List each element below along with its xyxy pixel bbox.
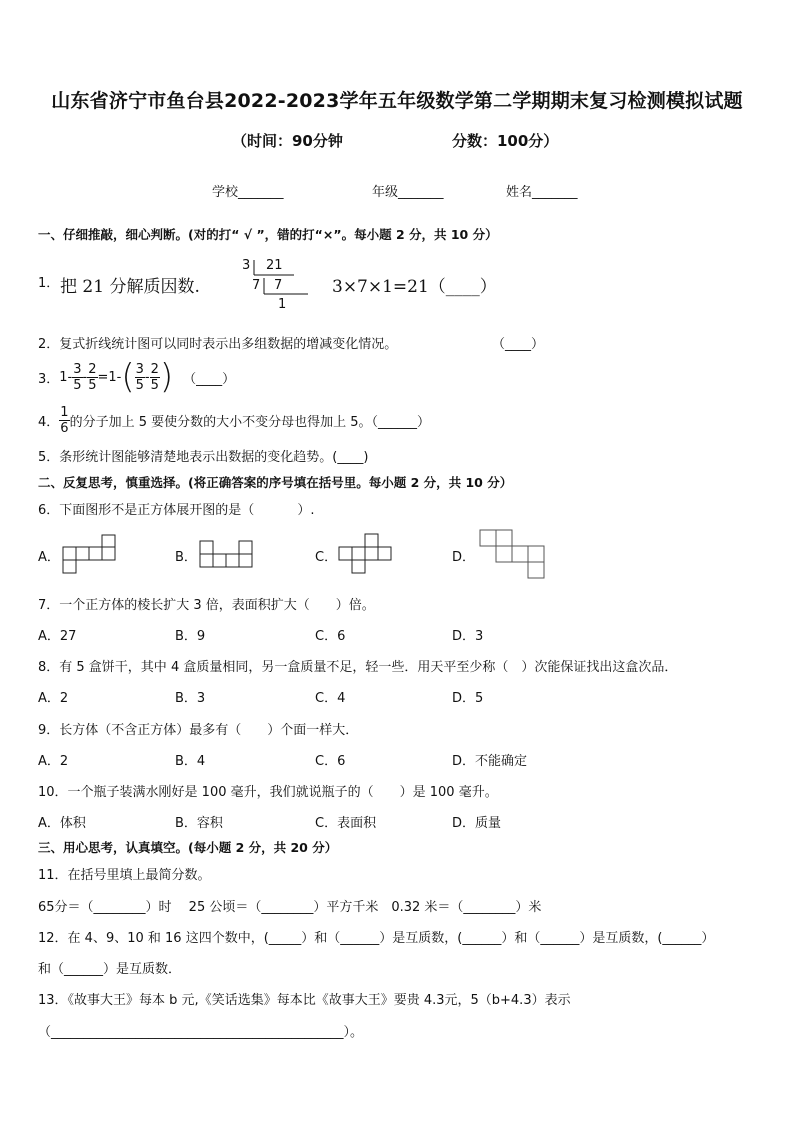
short-division-diagram [240, 258, 310, 314]
school-field[interactable]: 学校_______ [212, 185, 284, 200]
q8-option-a[interactable]: A．2 [38, 691, 69, 706]
q13-line1: 13．《故事大王》每本 b 元,《笑话选集》每本比《故事大王》要贵 4.3元，5（b+4.3）表示 [38, 993, 571, 1008]
q10-option-c[interactable]: C．表面积 [315, 816, 377, 831]
division-lines [240, 258, 310, 314]
q7-option-c[interactable]: C．6 [315, 629, 346, 644]
q6-option-b-net [199, 540, 253, 568]
q7-text: 7．一个正方体的棱长扩大 3 倍，表面积扩大（ ）倍。 [38, 598, 375, 613]
q1-number: 1． [38, 276, 60, 291]
q9-option-d[interactable]: D．不能确定 [452, 754, 528, 769]
q4-row [38, 400, 430, 440]
q7-option-b[interactable]: B．9 [175, 629, 206, 644]
q3-fraction-1: $\frac{3}{5}$ [73, 361, 82, 393]
q10-text: 10．一个瓶子装满水刚好是 100 毫升，我们就说瓶子的（ ）是 100 毫升。 [38, 785, 498, 800]
q4-number: 4． [38, 414, 60, 430]
q3-equals: =1- [97, 369, 122, 385]
q5-text: 5．条形统计图能够清楚地表示出数据的变化趋势。(____) [38, 450, 369, 465]
division-divisor-2: 7 [252, 278, 261, 293]
division-quotient-1: 7 [274, 278, 283, 293]
time-label: （时间：90分钟 [232, 132, 343, 150]
q10-option-d[interactable]: D．质量 [452, 816, 502, 831]
q10-option-a[interactable]: A．体积 [38, 816, 86, 831]
q6-option-a-label[interactable]: A． [38, 550, 60, 565]
q13-answer-blank[interactable]: （_____________________________________________）。 [38, 1025, 364, 1040]
q9-option-c[interactable]: C．6 [315, 754, 346, 769]
q3-term-a: 1- [59, 369, 73, 385]
q4-text: 的分子加上 5 要使分数的大小不变分母也得加上 5。（______） [69, 414, 431, 430]
q8-option-d[interactable]: D．5 [452, 691, 484, 706]
name-field[interactable]: 姓名_______ [506, 185, 578, 200]
q3-right-paren: ) [159, 357, 174, 397]
q7-option-d[interactable]: D．3 [452, 629, 484, 644]
q11-text: 11．在括号里填上最简分数。 [38, 868, 211, 883]
q1-text: 把 21 分解质因数. [60, 277, 200, 297]
q12-line1[interactable]: 12．在 4、9、10 和 16 这四个数中，(_____）和（______）是互质数，(______）和（______）是互质数，(______） [38, 931, 715, 946]
q7-option-a[interactable]: A．27 [38, 629, 77, 644]
grade-field[interactable]: 年级_______ [372, 185, 444, 200]
q3-minus: - [82, 369, 88, 385]
q3-fraction-4: $\frac{2}{5}$ [150, 361, 159, 393]
q3-fraction-2: $\frac{2}{5}$ [88, 361, 97, 393]
division-dividend: 21 [266, 258, 283, 273]
q9-text: 9．长方体（不含正方体）最多有（ ）个面一样大． [38, 723, 359, 738]
q4-fraction: $\frac{1}{6}$ [60, 404, 69, 436]
q3-row [38, 357, 235, 397]
q3-number: 3． [38, 371, 60, 387]
q2-text: 2．复式折线统计图可以同时表示出多组数据的增减变化情况。 [38, 337, 398, 352]
q2-answer-blank[interactable]: （____） [492, 337, 545, 352]
q6-option-d-label[interactable]: D． [452, 550, 476, 565]
division-quotient-2: 1 [278, 297, 287, 312]
q3-left-paren: ( [121, 357, 135, 397]
section1-heading: 一、仔细推敲，细心判断。(对的打“ √ ”，错的打“×”。每小题 2 分，共 10 分） [38, 227, 498, 242]
section2-heading: 二、反复思考，慎重选择。(将正确答案的序号填在括号里。每小题 2 分，共 10 分） [38, 475, 513, 490]
q6-text: 6．下面图形不是正方体展开图的是（ ）. [38, 503, 315, 518]
q3-answer-blank[interactable]: （____） [183, 371, 236, 387]
page-title: 山东省济宁市鱼台县2022-2023学年五年级数学第二学期期末复习检测模拟试题 [51, 90, 743, 112]
q1-result: 3×7×1=21（____） [332, 277, 497, 297]
q6-option-a-net [62, 534, 116, 574]
q3-fraction-3: $\frac{3}{5}$ [135, 361, 144, 393]
q8-text: 8．有 5 盒饼干，其中 4 盒质量相同，另一盒质量不足，轻一些．用天平至少称（ ）次能保证找出这盒次品． [38, 660, 678, 675]
q8-option-b[interactable]: B．3 [175, 691, 206, 706]
q10-option-b[interactable]: B．容积 [175, 816, 223, 831]
q9-option-a[interactable]: A．2 [38, 754, 69, 769]
q6-option-d-net [479, 529, 547, 579]
q6-option-b-label[interactable]: B． [175, 550, 197, 565]
q12-line2[interactable]: 和（______）是互质数． [38, 962, 182, 977]
section3-heading: 三、用心思考，认真填空。(每小题 2 分，共 20 分） [38, 840, 338, 855]
q3-minus-2: - [144, 369, 150, 385]
division-divisor-1: 3 [242, 258, 251, 273]
q6-option-c-net [338, 533, 392, 575]
q6-option-c-label[interactable]: C． [315, 550, 338, 565]
q8-option-c[interactable]: C．4 [315, 691, 346, 706]
score-label: 分数：100分） [452, 132, 559, 150]
q9-option-b[interactable]: B．4 [175, 754, 206, 769]
q11-blanks[interactable]: 65分＝（________）时 25 公顷＝（________）平方千米 0.32 米＝（________）米 [38, 900, 542, 915]
